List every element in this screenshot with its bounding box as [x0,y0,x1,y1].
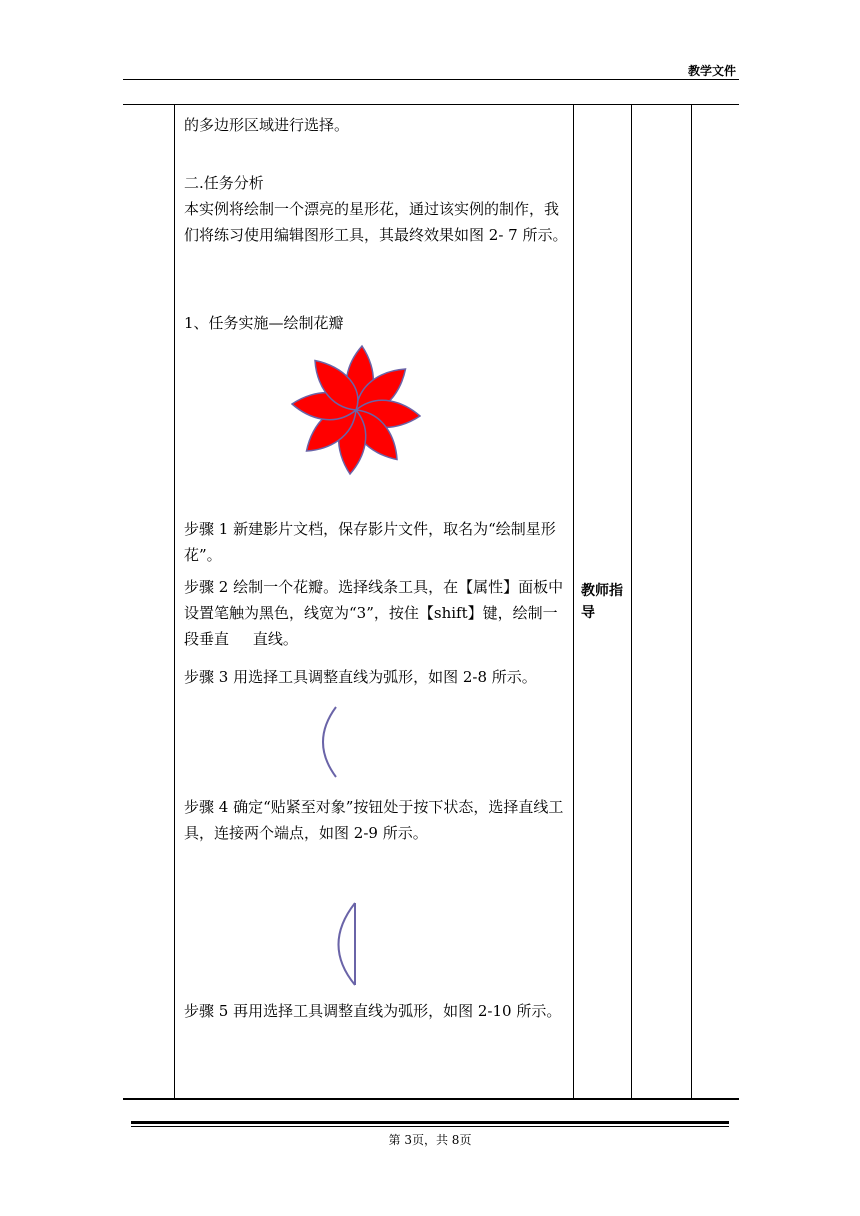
step-2: 步骤 2 绘制一个花瓣。选择线条工具，在【属性】面板中设置笔触为黑色，线宽为“3”，按住【shift】键，绘制一段垂直 直线。 [184,578,564,648]
flower-petals [292,346,420,474]
table-top-border [123,104,739,105]
table-col-divider [174,104,175,1098]
table-col-divider [573,104,574,1098]
header-rule [123,79,739,80]
closed-arc-figure [330,900,364,990]
star-flower-figure [291,344,421,476]
footer-rule-thick [131,1121,729,1124]
table-bottom-border [123,1098,739,1100]
arc-figure [316,705,346,779]
subsection-heading: 1、任务实施—绘制花瓣 [184,314,344,332]
section-heading: 二.任务分析 [184,174,264,192]
arc-line [339,903,356,985]
table-col-divider [631,104,632,1098]
step-1: 步骤 1 新建影片文档，保存影片文件，取名为“绘制星形花”。 [184,520,556,564]
arc-line [323,707,336,777]
step-5: 步骤 5 再用选择工具调整直线为弧形，如图 2-10 所示。 [184,1002,562,1020]
table-col-divider [691,104,692,1098]
page-number: 第 3页，共 8页 [388,1133,472,1147]
header-title: 教学文件 [687,64,736,78]
step-4: 步骤 4 确定“贴紧至对象”按钮处于按下状态，选择直线工具，连接两个端点，如图 2-9 所示。 [184,798,564,842]
paragraph: 本实例将绘制一个漂亮的星形花，通过该实例的制作，我们将练习使用编辑图形工具，其最终效果如图 2- 7 所示。 [184,200,568,244]
step-3: 步骤 3 用选择工具调整直线为弧形，如图 2-8 所示。 [184,668,537,686]
footer-rule-thin [131,1126,729,1127]
teacher-guidance-label: 教师指导 [581,583,623,621]
paragraph: 的多边形区域进行选择。 [184,116,350,134]
